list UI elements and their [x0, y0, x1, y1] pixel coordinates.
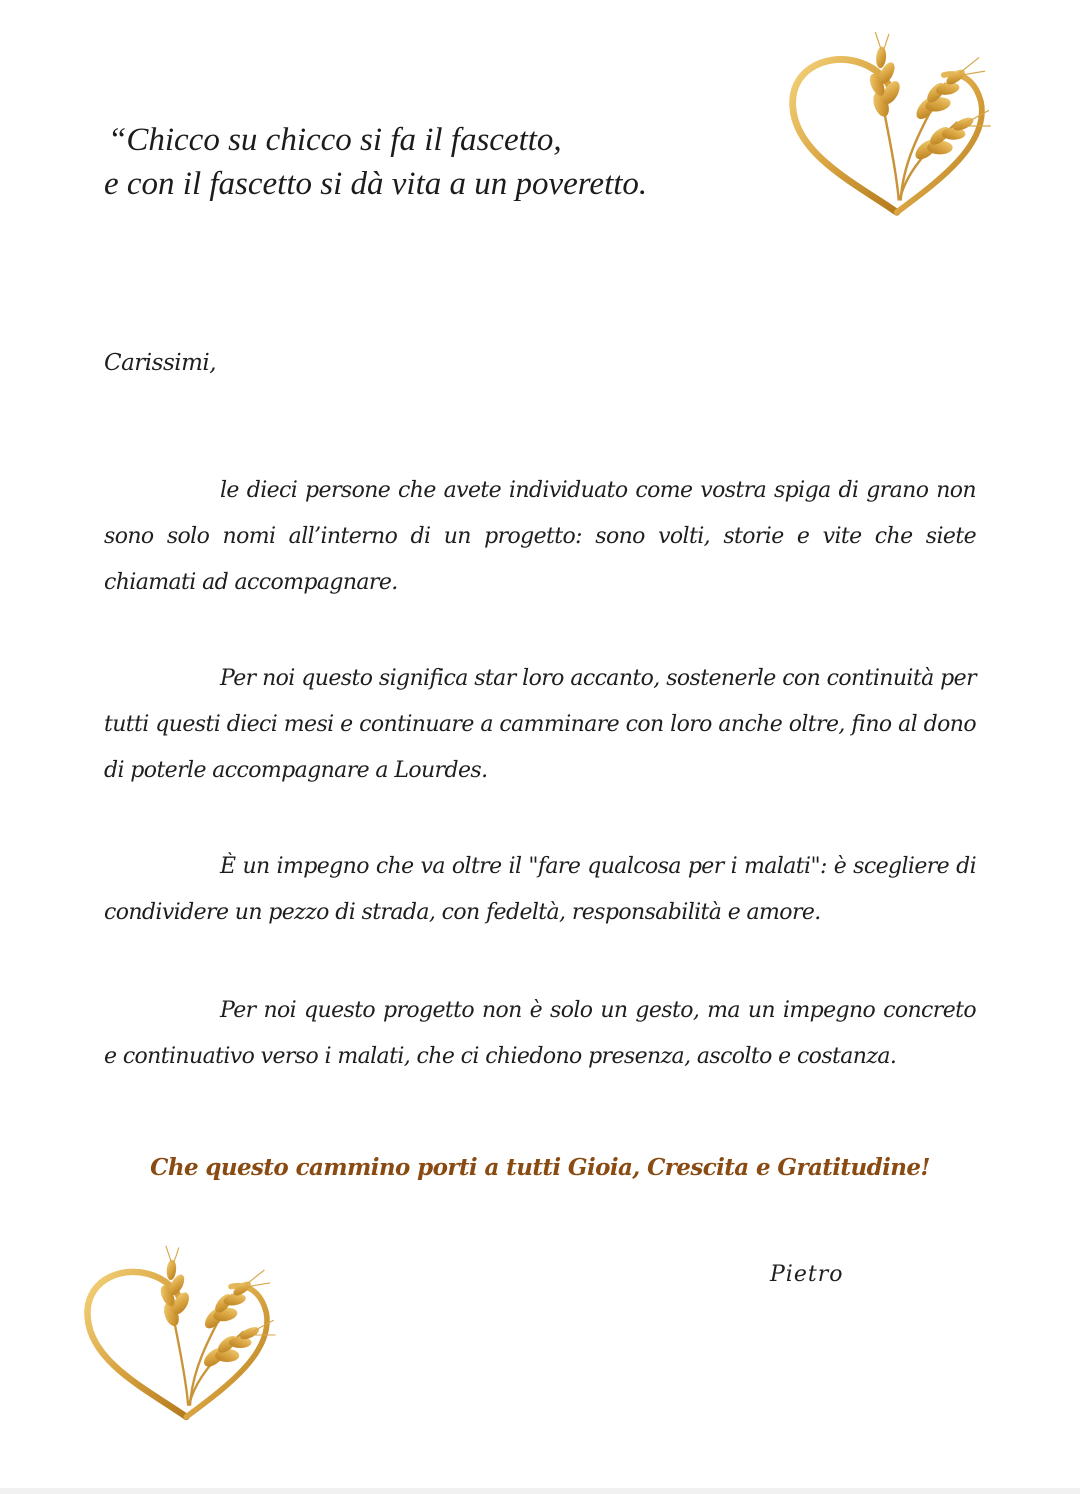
wheat-heart-icon — [778, 28, 996, 224]
paragraph-3: È un impegno che va oltre il "fare qualcosa per i malati": è scegliere di condividere un pezzo di strada, con fedeltà, responsabilità e amore. — [104, 854, 976, 925]
quote-header — [104, 118, 764, 206]
greeting: Carissimi, — [104, 350, 217, 376]
paragraph-4: Per noi questo progetto non è solo un gesto, ma un impegno concreto e continuativo verso i malati, che ci chiedono presenza, ascolto e costanza. — [104, 998, 976, 1069]
signature: Pietro — [770, 1262, 844, 1287]
page-bottom-edge — [0, 1488, 1080, 1494]
paragraph-2: Per noi questo significa star loro accanto, sostenerle con continuità per tutti questi dieci mesi e continuare a camminare con loro anche oltre, fino al dono di poterle accompagnare a Lourdes. — [104, 666, 976, 783]
paragraph-1: le dieci persone che avete individuato come vostra spiga di grano non sono solo nomi all’interno di un progetto: sono volti, storie e vite che siete chiamati ad accompagnare. — [104, 478, 976, 595]
quote-line-1: “Chicco su chicco si fa il fascetto, — [108, 122, 562, 158]
closing-line: Che questo cammino porti a tutti Gioia, Crescita e Gratitudine! — [150, 1154, 930, 1181]
wheat-heart-icon — [74, 1242, 280, 1428]
quote-line-2: e con il fascetto si dà vita a un poveretto. — [104, 166, 648, 202]
